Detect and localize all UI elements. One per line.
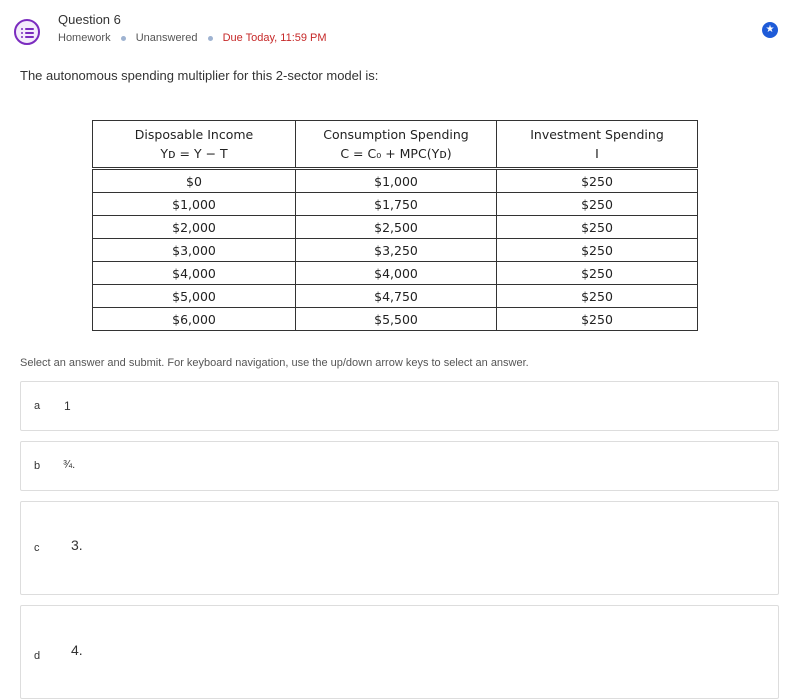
due-date: Due Today, 11:59 PM [222,32,327,44]
question-prompt: The autonomous spending multiplier for this 2-sector model is: [20,68,379,83]
question-meta [58,32,327,44]
table-row [93,216,698,239]
table-cell: $250 [497,169,698,193]
table-cell: $6,000 [93,308,296,331]
separator-dot [208,36,213,41]
column-header-investment-spending: Investment Spending I [497,121,698,169]
table-cell: $1,750 [296,193,497,216]
table-row [93,169,698,193]
answer-option-b[interactable] [20,441,779,491]
table-cell: $5,000 [93,285,296,308]
option-text: ¾. [63,459,76,471]
question-type: Homework [58,32,111,44]
table-cell: $2,000 [93,216,296,239]
question-status: Unanswered [135,32,198,44]
answer-option-c[interactable] [20,501,779,595]
table-cell: $3,000 [93,239,296,262]
table-cell: $250 [497,239,698,262]
table-header-row [93,121,698,169]
table-cell: $250 [497,285,698,308]
table-cell: $1,000 [296,169,497,193]
table-row [93,239,698,262]
table-cell: $1,000 [93,193,296,216]
table-row [93,308,698,331]
option-text: 1 [64,399,71,413]
answer-option-a[interactable] [20,381,779,431]
answer-instructions: Select an answer and submit. For keyboard navigation, use the up/down arrow keys to select an answer. [20,357,529,369]
table-cell: $5,500 [296,308,497,331]
option-letter: b [34,460,41,472]
column-header-consumption-spending: Consumption Spending C = C₀ + MPC(Yᴅ) [296,121,497,169]
table-cell: $4,000 [93,262,296,285]
table-cell: $3,250 [296,239,497,262]
table-cell: $4,750 [296,285,497,308]
option-letter: a [34,400,41,412]
data-table [92,120,698,331]
table-row [93,285,698,308]
question-title: Question 6 [58,12,121,27]
table-cell: $250 [497,216,698,239]
table-row [93,193,698,216]
answer-option-d[interactable] [20,605,779,699]
option-text: 4. [71,642,83,658]
separator-dot [121,36,126,41]
table-cell: $250 [497,193,698,216]
table-cell: $2,500 [296,216,497,239]
question-list-icon [14,19,40,45]
option-text: 3. [71,537,83,553]
table-row [93,262,698,285]
table-cell: $0 [93,169,296,193]
table-cell: $4,000 [296,262,497,285]
table-cell: $250 [497,308,698,331]
table-cell: $250 [497,262,698,285]
star-icon[interactable]: ★ [762,22,778,38]
column-header-disposable-income: Disposable Income Yᴅ = Y − T [93,121,296,169]
option-letter: c [34,542,40,554]
option-letter: d [34,650,41,662]
